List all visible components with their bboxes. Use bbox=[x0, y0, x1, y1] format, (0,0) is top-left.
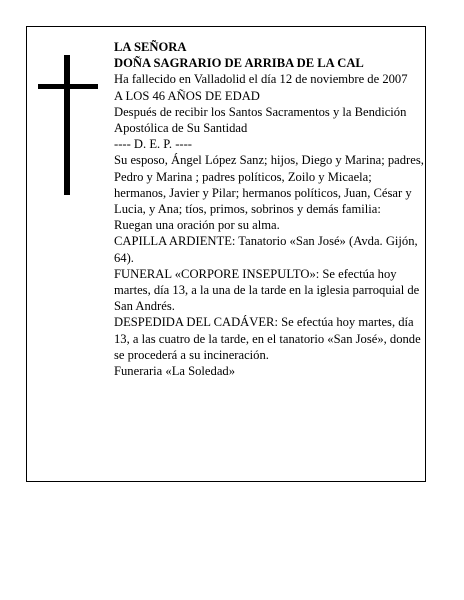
notice-title: LA SEÑORA bbox=[114, 40, 187, 54]
obituary-text bbox=[114, 39, 424, 379]
cross-icon-bar bbox=[38, 84, 98, 89]
funeral-info: FUNERAL «CORPORE INSEPULTO»: Se efectúa hoy martes, día 13, a la una de la tarde en la iglesia parroquial de San Andrés. bbox=[114, 266, 420, 314]
family-list: Su esposo, Ángel López Sanz; hijos, Diego y Marina; padres, Pedro y Marina ; padres políticos, Zoilo y Micaela; hermanos, Javier y Pilar; hermanos políticos, Juan, César y Lucia, y Ana; tíos, primos, sobrinos y demás familia: bbox=[114, 153, 424, 217]
sacraments-line: Después de recibir los Santos Sacramentos y la Bendición Apostólica de Su Santidad bbox=[114, 104, 407, 136]
deceased-name: DOÑA SAGRARIO DE ARRIBA DE LA CAL bbox=[114, 56, 364, 71]
death-info: Ha fallecido en Valladolid el día 12 de noviembre de 2007 bbox=[114, 72, 408, 87]
age-line: A LOS 46 AÑOS DE EDAD bbox=[114, 88, 260, 103]
farewell-info: DESPEDIDA DEL CADÁVER: Se efectúa hoy martes, día 13, a las cuatro de la tarde, en el tanatorio «San José», donde se procederá a su incineración. bbox=[114, 315, 421, 362]
cross-icon bbox=[64, 55, 70, 195]
chapel-info: CAPILLA ARDIENTE: Tanatorio «San José» (Avda. Gijón, 64). bbox=[114, 234, 418, 265]
funeral-home: Funeraria «La Soledad» bbox=[114, 364, 235, 379]
prayer-request: Ruegan una oración por su alma. bbox=[114, 218, 280, 233]
rip-line: ---- D. E. P. ---- bbox=[114, 137, 192, 152]
